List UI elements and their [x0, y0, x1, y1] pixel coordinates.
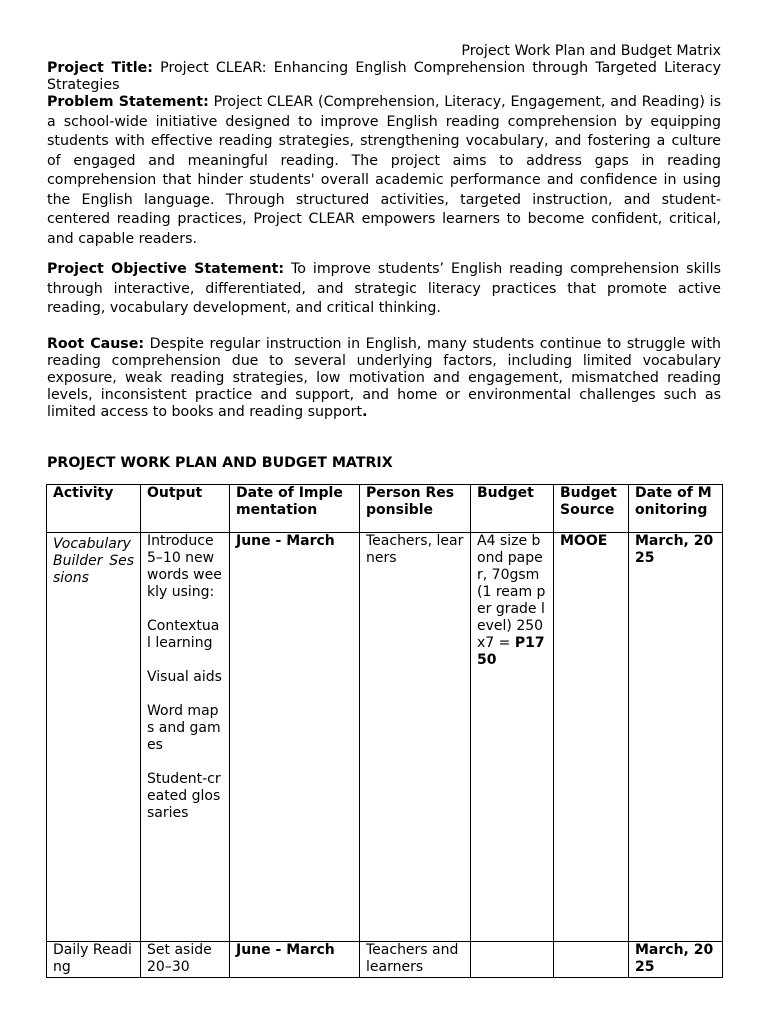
problem-statement [47, 93, 721, 249]
objective-statement-label: Project Objective Statement: [47, 261, 285, 277]
cell-date-implementation: June - March [230, 533, 360, 942]
matrix-title: PROJECT WORK PLAN AND BUDGET MATRIX [47, 455, 393, 471]
page-header: Project Work Plan and Budget Matrix [461, 43, 721, 59]
cell-person-responsible: Teachers and learners [360, 942, 471, 978]
objective-statement [47, 260, 721, 319]
header-budget: Budget [471, 485, 554, 533]
table-row [47, 533, 723, 942]
output-item: Word maps and games [147, 703, 221, 753]
cell-person-responsible: Teachers, learners [360, 533, 471, 942]
budget-text: A4 size bond paper, 70gsm (1 ream per grade level) 250x7 = [477, 533, 546, 651]
cell-output [141, 533, 230, 942]
cell-budget [471, 942, 554, 978]
cell-date-monitoring: March, 2025 [629, 942, 723, 978]
header-output: Output [141, 485, 230, 533]
cell-budget [471, 533, 554, 942]
cell-output: Set aside 20–30 [141, 942, 230, 978]
problem-statement-text: Project CLEAR (Comprehension, Literacy, Engagement, and Reading) is a school-wide initiative designed to improve English reading comprehension by equipping students with effective reading strategies, strengthening vocabulary, and fostering a culture of engaged and meaningful reading. The project aims to address gaps in reading comprehension that hinder students' overall academic performance and confidence in using the English language. Through structured activities, targeted instruction, and student-centered reading practices, Project CLEAR empowers learners to become confident, critical, and capable readers. [47, 94, 721, 247]
header-budget-source: Budget Source [554, 485, 629, 533]
output-item: Contextual learning [147, 618, 220, 651]
root-cause [47, 336, 721, 421]
objective-statement-text: To improve students’ English reading comprehension skills through interactive, differentiated, and strategic literacy practices that promote active reading, vocabulary development, and critical thinking. [47, 261, 721, 316]
cell-date-monitoring: March, 2025 [629, 533, 723, 942]
table-header-row [47, 485, 723, 533]
budget-total: P1750 [477, 635, 545, 668]
work-plan-table [46, 484, 723, 978]
cell-activity: Daily Reading [47, 942, 141, 978]
output-item: Visual aids [147, 669, 222, 685]
header-date-implementation: Date of Implementation [230, 485, 360, 533]
root-cause-text: Despite regular instruction in English, many students continue to struggle with reading comprehension due to several underlying factors, including limited vocabulary exposure, weak reading strategies, low motivation and engagement, mismatched reading levels, inconsistent practice and support, and home or environmental challenges such as limited access to books and reading support [47, 336, 722, 420]
table-row [47, 942, 723, 978]
header-person-responsible: Person Responsible [360, 485, 471, 533]
output-item: Student-created glossaries [147, 771, 221, 821]
cell-activity [47, 533, 141, 942]
cell-budget-source [554, 942, 629, 978]
project-title-label: Project Title: [47, 60, 153, 76]
root-cause-period: . [362, 404, 368, 420]
output-intro: Introduce 5–10 new words weekly using: [147, 533, 222, 600]
cell-date-implementation: June - March [230, 942, 360, 978]
root-cause-label: Root Cause: [47, 336, 145, 352]
problem-statement-label: Problem Statement: [47, 94, 209, 110]
activity-text: Vocabulary Builder Sessions [53, 536, 134, 586]
output-list [147, 533, 223, 822]
project-title-text: Project CLEAR: Enhancing English Comprehension through Targeted Literacy Strategies [47, 60, 721, 93]
header-date-monitoring: Date of Monitoring [629, 485, 723, 533]
project-title [47, 60, 721, 94]
header-activity: Activity [47, 485, 141, 533]
cell-budget-source: MOOE [554, 533, 629, 942]
